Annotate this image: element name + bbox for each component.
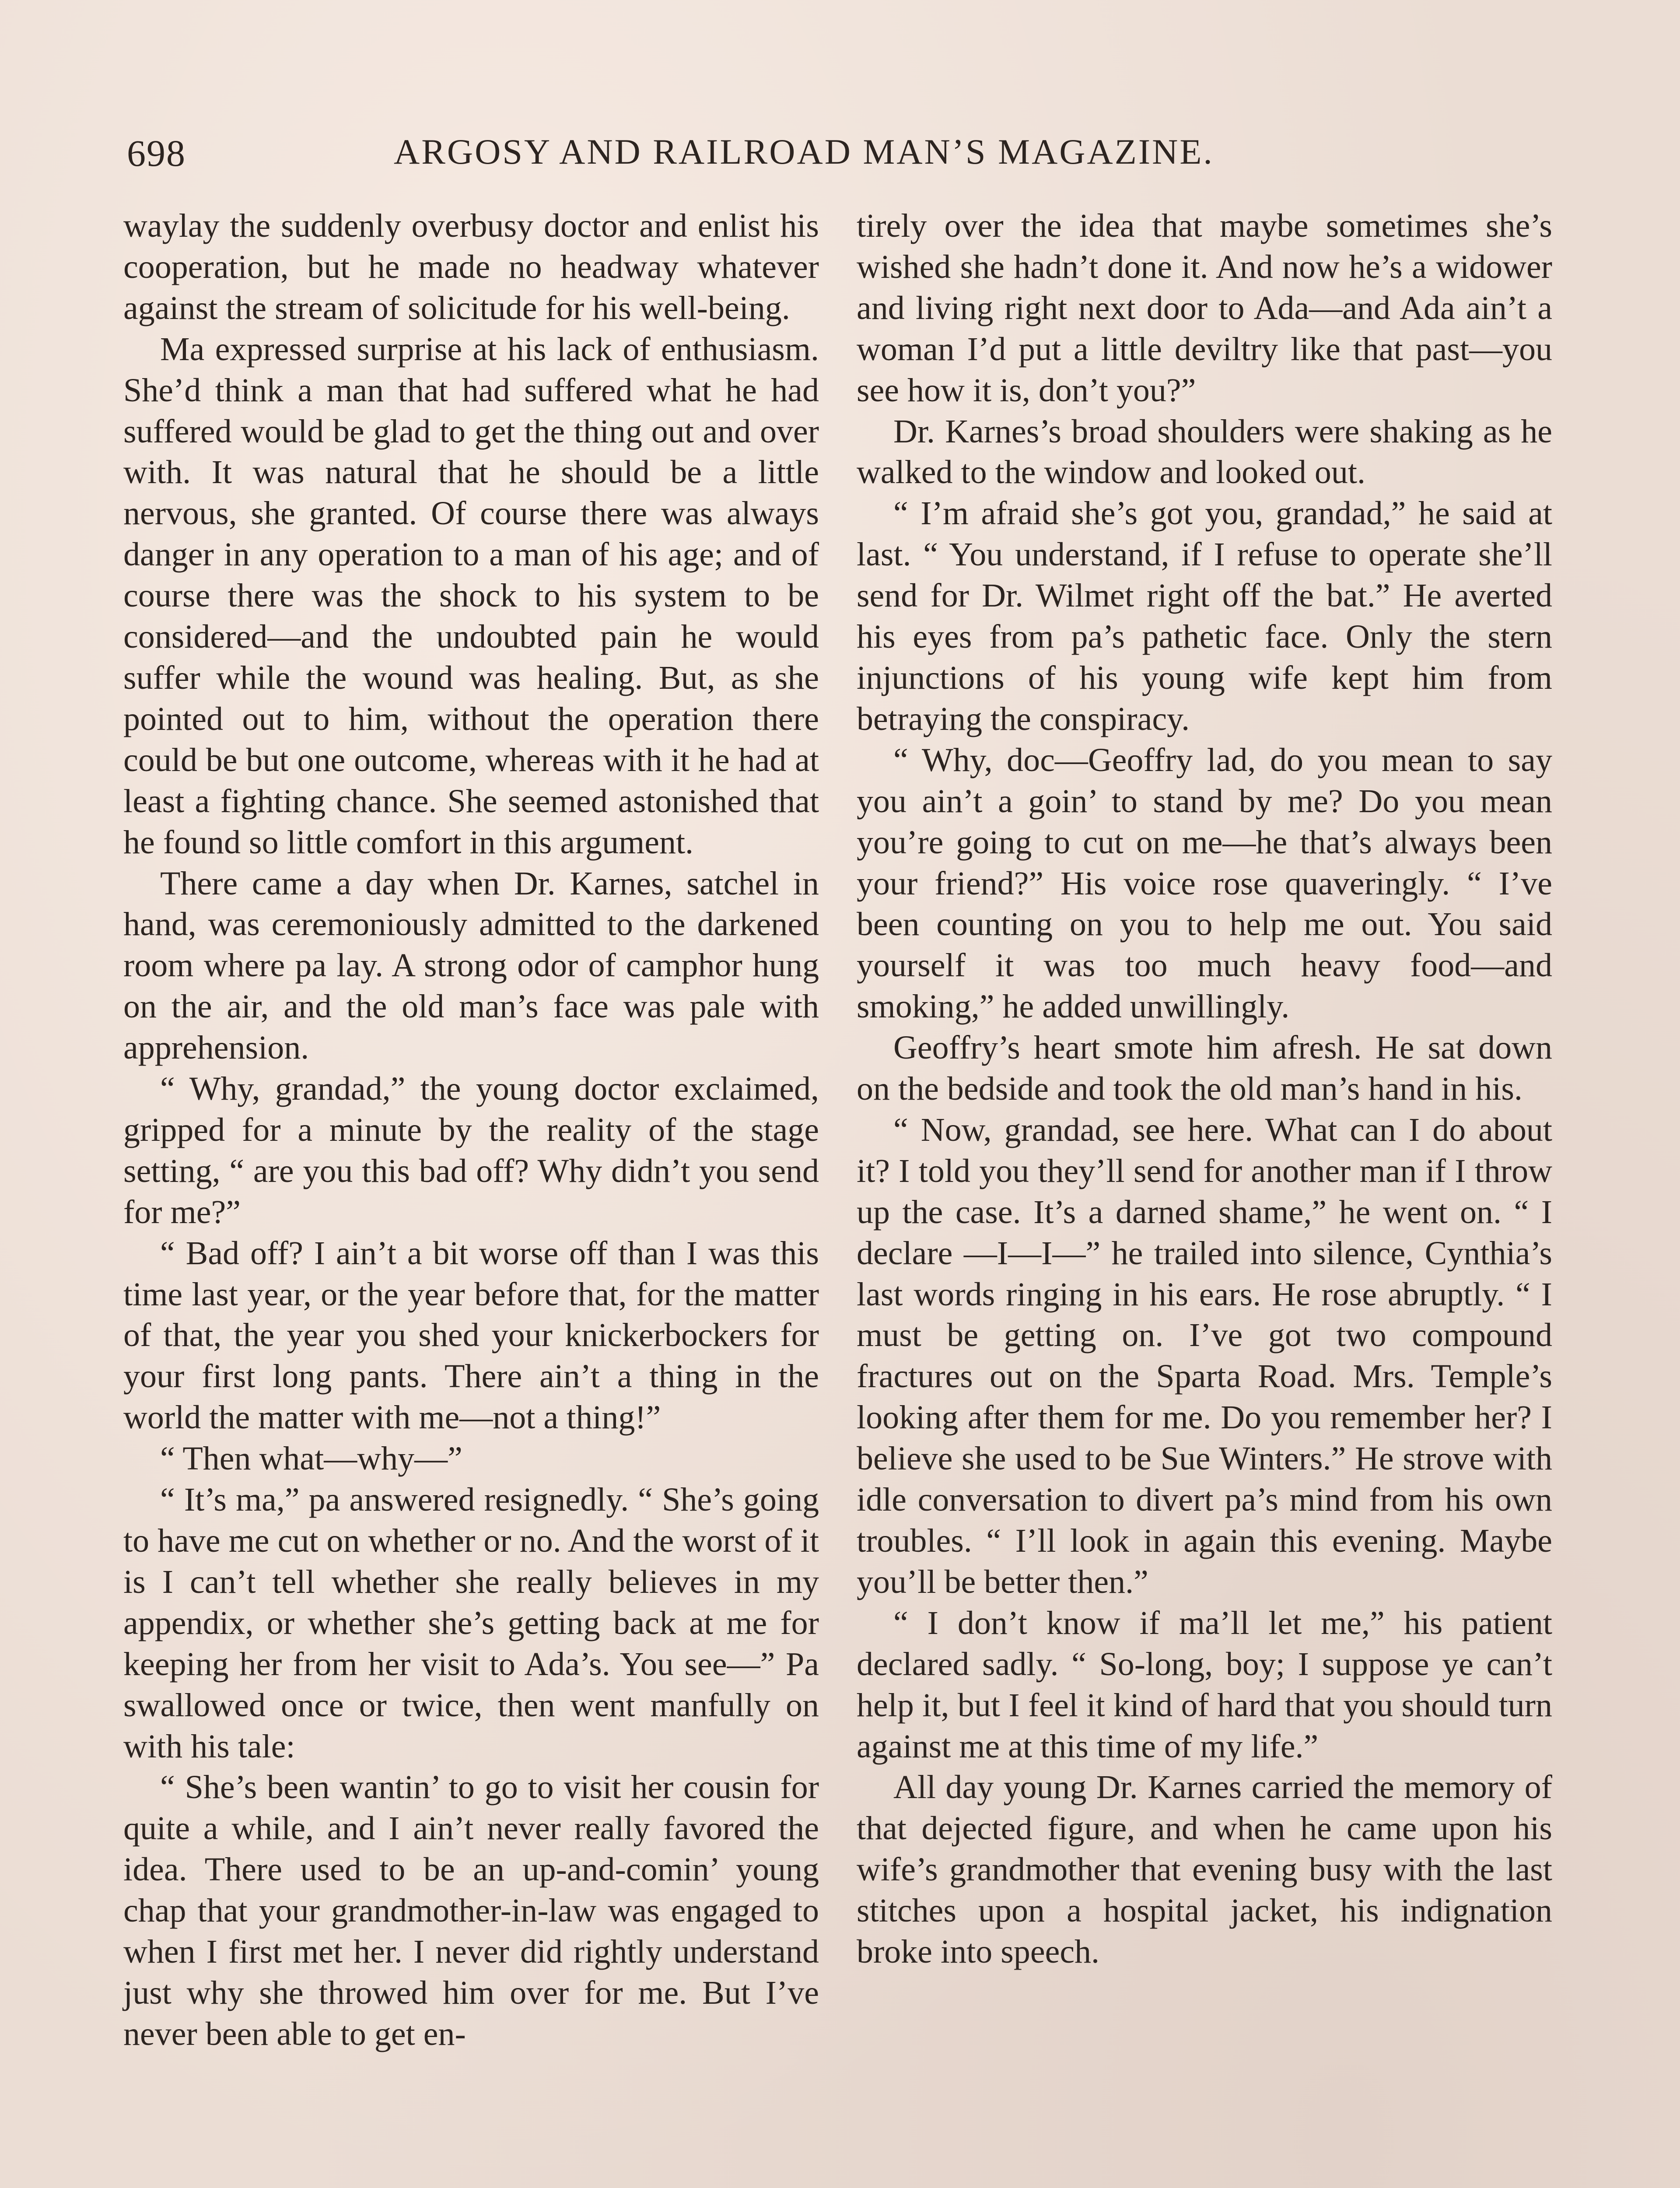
page-header	[127, 131, 1540, 184]
paragraph: Ma expressed surprise at his lack of enthusiasm. She’d think a man that had suffered what he had suffered would be glad to get the thing out and over with. It was natural that he should be a little nervous, she granted. Of course there was always danger in any operation to a man of his age; and of course there was the shock to his system to be considered—and the undoubted pain he would suffer while the wound was healing. But, as she pointed out to him, without the operation there could be but one outcome, whereas with it he had at least a fighting chance. She seemed astonished that he found so little comfort in this argument.	[123, 330, 819, 861]
paragraph: “ Now, grandad, see here. What can I do about it? I told you they’ll send for another man if I throw up the case. It’s a darned shame,” he went on. “ I declare —I—I—” he trailed into silence, Cynthia’s last words ringing in his ears. He rose abruptly. “ I must be getting on. I’ve got two compound fractures out on the Sparta Road. Mrs. Temple’s looking after them for me. Do you remember her? I believe she used to be Sue Winters.” He strove with idle conversation to divert pa’s mind from his own troubles. “ I’ll look in again this evening. Maybe you’ll be better then.”	[857, 1111, 1552, 1600]
left-column	[123, 206, 819, 2055]
paragraph: Geoffry’s heart smote him afresh. He sat down on the bedside and took the old man’s hand in his.	[857, 1029, 1552, 1108]
right-column	[857, 206, 1552, 1973]
paragraph: “ It’s ma,” pa answered resignedly. “ She’s going to have me cut on whether or no. And the worst of it is I can’t tell whether she really believes in my appendix, or whether she’s getting back at me for keeping her from her visit to Ada’s. You see—” Pa swallowed once or twice, then went manfully on with his tale:	[123, 1481, 819, 1765]
paragraph: tirely over the idea that maybe sometimes she’s wished she hadn’t done it. And now he’s a widower and living right next door to Ada—and Ada ain’t a woman I’d put a little deviltry like that past—you see how it is, don’t you?”	[857, 207, 1552, 409]
paragraph: “ I don’t know if ma’ll let me,” his patient declared sadly. “ So-long, boy; I suppose ye can’t help it, but I feel it kind of hard that you should turn against me at this time of my life.”	[857, 1604, 1552, 1765]
paragraph: There came a day when Dr. Karnes, satchel in hand, was ceremoniously admitted to the darkened room where pa lay. A strong odor of camphor hung on the air, and the old man’s face was pale with apprehension.	[123, 865, 819, 1066]
paragraph: waylay the suddenly overbusy doctor and enlist his cooperation, but he made no headway whatever against the stream of solicitude for his well-being.	[123, 207, 819, 326]
paragraph: Dr. Karnes’s broad shoulders were shaking as he walked to the window and looked out.	[857, 413, 1552, 491]
paragraph: “ Then what—why—”	[160, 1440, 462, 1477]
paragraph: “ She’s been wantin’ to go to visit her cousin for quite a while, and I ain’t never really favored the idea. There used to be an up-and-comin’ young chap that your grandmother-in-law was engaged to when I first met her. I never did rightly understand just why she throwed him over for me. But I’ve never been able to get en-	[123, 1769, 819, 2052]
paragraph: “ Bad off? I ain’t a bit worse off than I was this time last year, or the year before that, for the matter of that, the year you shed your knickerbockers for your first long pants. There ain’t a thing in the world the matter with me—not a thing!”	[123, 1234, 819, 1436]
paragraph: “ Why, doc—Geoffry lad, do you mean to say you ain’t a goin’ to stand by me? Do you mean you’re going to cut on me—he that’s always been your friend?” His voice rose quaveringly. “ I’ve been counting on you to help me out. You said yourself it was too much heavy food—and smoking,” he added unwillingly.	[857, 741, 1552, 1025]
page-number: 698	[127, 132, 186, 174]
magazine-title: ARGOSY AND RAILROAD MAN’S MAGAZINE.	[394, 132, 1214, 172]
paragraph: All day young Dr. Karnes carried the memory of that dejected figure, and when he came upon his wife’s grandmother that evening busy with the last stitches upon a hospital jacket, his indignation broke into speech.	[857, 1769, 1552, 1971]
paragraph: “ I’m afraid she’s got you, grandad,” he said at last. “ You understand, if I refuse to operate she’ll send for Dr. Wilmet right off the bat.” He averted his eyes from pa’s pathetic face. Only the stern injunctions of his young wife kept him from betraying the conspiracy.	[857, 495, 1552, 737]
paragraph: “ Why, grandad,” the young doctor exclaimed, gripped for a minute by the reality of the stage setting, “ are you this bad off? Why didn’t you send for me?”	[123, 1070, 819, 1231]
